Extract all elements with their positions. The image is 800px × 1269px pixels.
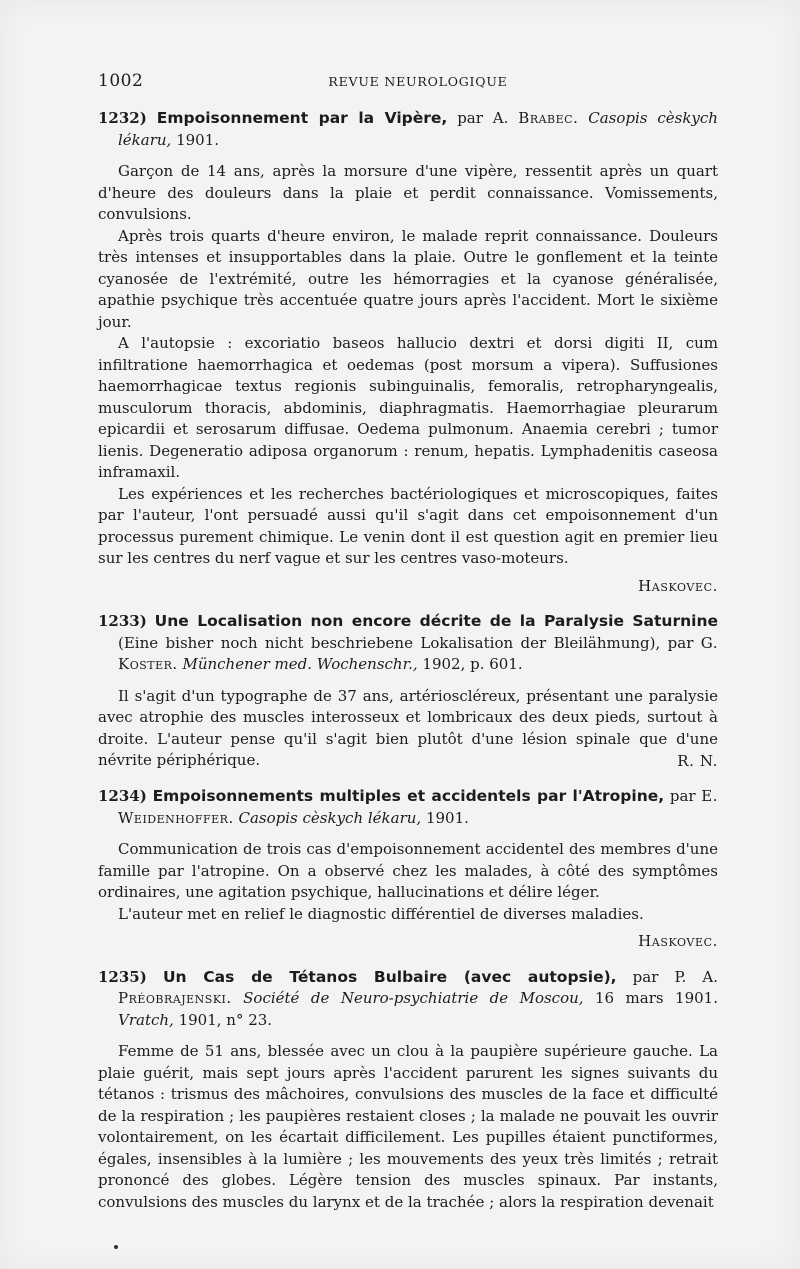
entry-number: 1233) [98, 612, 147, 630]
entry-heading [98, 611, 718, 676]
abstract-entry-1234 [98, 786, 718, 953]
entry-title: Empoisonnements multiples et accidentels par l'Atropine, [152, 787, 665, 805]
paragraph: A l'autopsie : excoriatio baseos hallucio dextri et dorsi digiti II, cum infiltratione haemorrhagica et oedemas (post morsum a vipera). Suffusiones haemorrhagicae textus regionis subinguinalis, femoralis, retropharyngealis, musculorum thoracis, abdominis, diaphragmatis. Haemorrhagiae pleurarum epicardii et serosarum diffusae. Oedema pulmonum. Anaemia cerebri ; tumor lienis. Degeneratio adiposa organorum : renum, hepatis. Lymphadenitis caseosa inframaxil. [98, 334, 718, 481]
paragraph: Garçon de 14 ans, après la morsure d'une vipère, ressentit après un quart d'heure des douleurs dans la plaie et perdit connaissance. Vomissements, convulsions. [98, 162, 718, 223]
page-number: 1002 [98, 71, 144, 91]
entry-title: Une Localisation non encore décrite de la Paralysie Saturnine [154, 612, 718, 630]
entry-subtitle: (Eine bisher noch nicht beschriebene Lokalisation der Bleilähmung), par [118, 633, 701, 652]
entry-citation-tail: 1901. [421, 808, 469, 827]
abstract-entry-1235 [98, 967, 718, 1214]
entry-heading [98, 786, 718, 829]
entry-citation: Casopis cèskych lékaru, [233, 808, 422, 827]
paragraph: Femme de 51 ans, blessée avec un clou à la paupière supérieure gauche. La plaie guérit, mais sept jours après l'accident parurent les signes suivants du tétanos : trismus des mâchoires, convulsions des muscles de la face et difficulté de la respiration ; les paupières restaient closes ; la malade ne pouvait les ouvrir volontairement, on les écartait difficilement. Les pupilles étaient punctiformes, égales, insensibles à la lumière ; les mouvements des yeux très limités ; retrait prononcé des globes. Légère tension des muscles spinaux. Par instants, convulsions des muscles du larynx et de la trachée ; alors la respiration devenait [98, 1042, 718, 1211]
entry-body [98, 839, 718, 925]
paragraph: Après trois quarts d'heure environ, le malade reprit connaissance. Douleurs très intenses et insupportables dans la plaie. Outre le gonflement et la teinte cyanosée de l'extrémité, outre les hémorragies et la cyanose généralisée, apathie psychique très accentuée quatre jours après l'accident. Mort le sixième jour. [98, 226, 718, 331]
entry-citation: Casopis cèskych lékaru, [118, 109, 718, 149]
entry-citation: Société de Neuro-psychiatrie de Moscou, [231, 989, 584, 1007]
entry-author: Brabec. [518, 109, 579, 127]
entry-signature: R. N. [677, 751, 718, 770]
page-content [98, 108, 718, 1227]
entry-by: par A. [457, 109, 519, 127]
entry-author: Préobrajenski. [118, 989, 232, 1007]
entry-heading [98, 108, 718, 151]
entry-author: G. Koster. [118, 633, 718, 673]
entry-citation-tail: 1901, n° 23. [173, 1010, 273, 1029]
entry-title: Empoisonnement par la Vipère, [156, 109, 448, 127]
abstract-entry-1232 [98, 108, 718, 597]
page-header [98, 71, 718, 93]
paragraph: Les expériences et les recherches bactériologiques et microscopiques, faites par l'auteur, l'ont persuadé aussi qu'il s'agit dans cet empoisonnement d'un processus purement chimique. Le venin dont il est question agit en premier lieu sur les centres du nerf vague et sur les centres vaso-moteurs. [98, 484, 718, 567]
entry-title: Un Cas de Tétanos Bulbaire (avec autopsie), [162, 967, 617, 986]
entry-number: 1235) [98, 967, 147, 986]
entry-body [98, 1041, 718, 1213]
entry-citation-tail: 1901. [171, 130, 220, 149]
entry-number: 1234) [98, 787, 147, 805]
entry-signature: Haskovec. [638, 932, 718, 950]
entry-heading [98, 967, 718, 1032]
entry-number: 1232) [98, 109, 147, 127]
paragraph: Communication de trois cas d'empoisonnement accidentel des membres d'une famille par l'atropine. On a observé chez les malades, à côté des symptômes ordinaires, une agitation psychique, hallucinations et délire léger. [98, 840, 718, 901]
entry-by: par [664, 787, 702, 805]
entry-by: par P. A. [616, 967, 718, 986]
print-speck [114, 1245, 118, 1249]
entry-citation-tail: 1902, p. 601. [417, 655, 523, 673]
entry-citation-journal: Vratch, [118, 1010, 174, 1029]
paragraph: Il s'agit d'un typographe de 37 ans, artérioscléreux, présentant une paralysie avec atrophie des muscles interosseux et lombricaux des deux pieds, surtout à droite. L'auteur pense qu'il s'agit bien plutôt d'une lésion spinale que d'une névrite périphérique. [98, 686, 718, 769]
entry-author: E. Weidenhoffer. [118, 787, 718, 827]
entry-citation-mid: 16 mars 1901. [583, 989, 718, 1007]
entry-body [98, 161, 718, 570]
entry-signature: Haskovec. [638, 576, 718, 595]
entry-citation: Münchener med. Wochenschr., [177, 655, 418, 673]
abstract-entry-1233 [98, 611, 718, 772]
paragraph: L'auteur met en relief le diagnostic différentiel de diverses maladies. [118, 904, 644, 923]
running-title: REVUE NEUROLOGIQUE [328, 74, 508, 89]
